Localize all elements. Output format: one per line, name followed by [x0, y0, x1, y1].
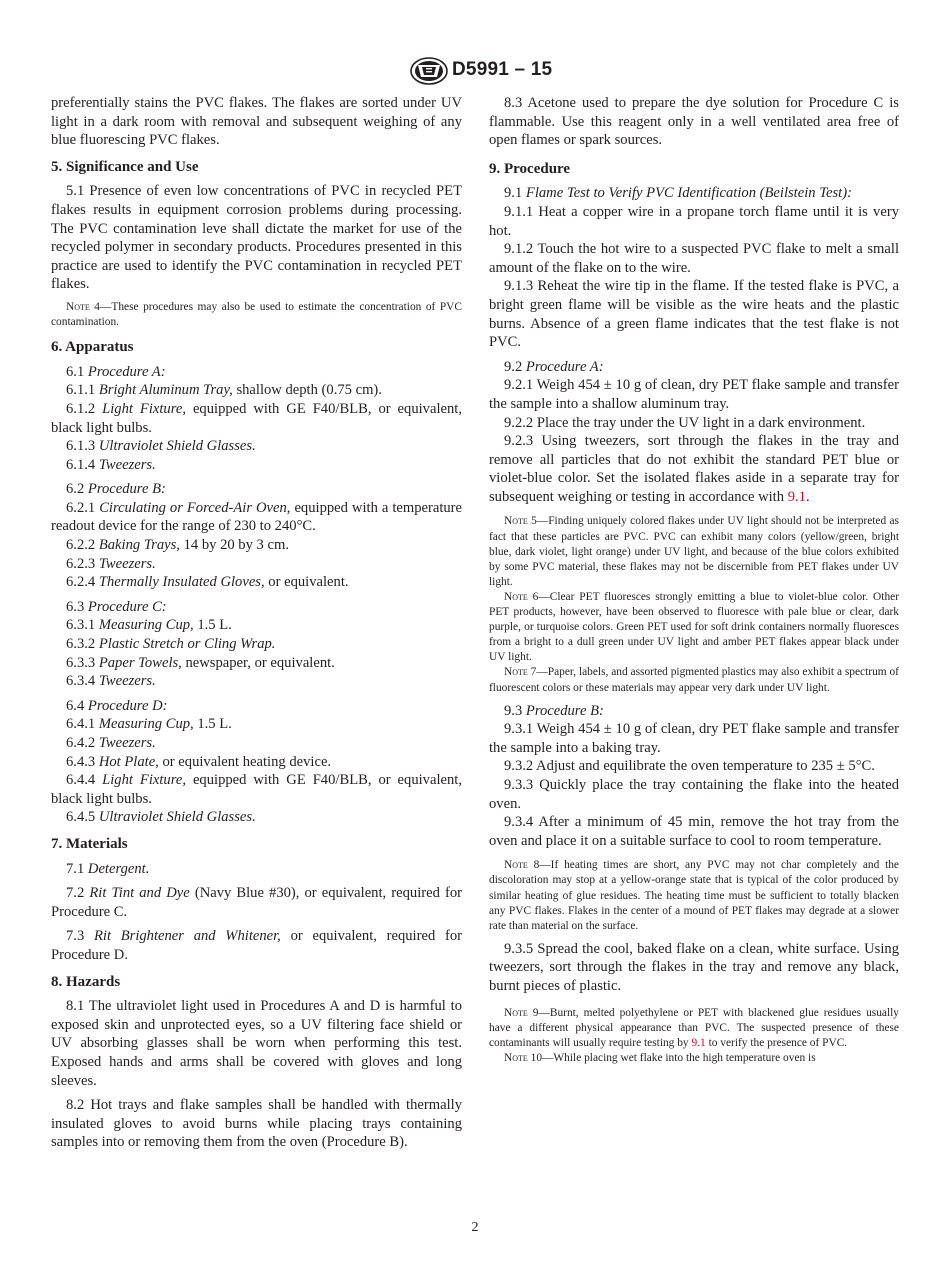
- right-column: [489, 94, 899, 1066]
- paragraph-9-1-3: 9.1.3 Reheat the wire tip in the flame. If the tested flake is PVC, a bright green flame will be visible as the wire heats and the plastic burns. Absence of a green flame indicates that the test flake is not PVC.: [489, 278, 899, 351]
- paragraph-6-4-1: 6.4.1 Measuring Cup, 1.5 L.: [66, 716, 232, 733]
- paragraph-8-1: 8.1 The ultraviolet light used in Procedures A and D is harmful to exposed skin and unprotected eyes, so a UV filtering face shield or UV absorbing glasses shall be worn when performing this test. Exposed hands and arms shall be covered with gloves and long sleeves.: [51, 998, 462, 1089]
- paragraph-6-2: 6.2 Procedure B:: [66, 481, 166, 498]
- paragraph-continuation: preferentially stains the PVC flakes. The flakes are sorted under UV light in a dark room with removal and subsequent weighing of any blue fluorescing PVC flakes.: [51, 95, 462, 149]
- paragraph-9-1-1: 9.1.1 Heat a copper wire in a propane torch flame until it is very hot.: [489, 203, 899, 239]
- note-6: Note 6—Clear PET fluoresces strongly emitting a blue to violet-blue color. Other PET products, however, have been observed to fluoresce with pale blue or clear, dark purple, or turquoise colors. Green PET used for soft drink containers normally fluoresces from a bright to a dull green under UV light and amber PET flakes appear black under UV light.: [489, 590, 899, 664]
- left-column: [51, 94, 462, 1152]
- paragraph-7-2: 7.2 Rit Tint and Dye (Navy Blue #30), or equivalent, required for Procedure C.: [51, 885, 462, 920]
- paragraph-5-1: 5.1 Presence of even low concentrations of PVC in recycled PET flakes results in equipment corrosion problems during processing. The PVC contamination leve shall dictate the market for use of the recycled polymer in secondary products. Procedures presented in this practice are used to identify the PVC contamination in recycled PET flakes.: [51, 183, 462, 293]
- paragraph-6-1: 6.1 Procedure A:: [66, 363, 166, 380]
- paragraph-6-2-1: 6.2.1 Circulating or Forced-Air Oven, equipped with a temperature readout device for the range of 230 to 240°C.: [51, 499, 463, 535]
- section-9-1-link[interactable]: 9.1: [787, 488, 806, 505]
- paragraph-9-3-4: 9.3.4 After a minimum of 45 min, remove the hot tray from the oven and place it on a suitable surface to cool to room temperature.: [489, 814, 899, 849]
- section-7-heading: 7. Materials: [51, 835, 128, 852]
- section-8-heading: 8. Hazards: [51, 973, 121, 990]
- paragraph-6-1-2: 6.1.2 Light Fixture, equipped with GE F40/BLB, or equivalent, black light bulbs.: [51, 400, 462, 436]
- paragraph-9-3-2: 9.3.2 Adjust and equilibrate the oven temperature to 235 ± 5°C.: [504, 758, 875, 775]
- paragraph-6-1-4: 6.1.4 Tweezers.: [66, 456, 156, 473]
- paragraph-6-2-4: 6.2.4 Thermally Insulated Gloves, or equivalent.: [66, 574, 349, 591]
- paragraph-6-1-3: 6.1.3 Ultraviolet Shield Glasses.: [66, 438, 256, 455]
- paragraph-6-3: 6.3 Procedure C:: [66, 598, 167, 615]
- paragraph-6-4-5: 6.4.5 Ultraviolet Shield Glasses.: [66, 809, 256, 826]
- paragraph-9-3-3: 9.3.3 Quickly place the tray containing the flake into the heated oven.: [489, 776, 899, 812]
- section-9-heading: 9. Procedure: [489, 160, 571, 177]
- paragraph-9-3: 9.3 Procedure B:: [504, 702, 604, 719]
- paragraph-6-4-4: 6.4.4 Light Fixture, equipped with GE F40/BLB, or equivalent, black light bulbs.: [51, 772, 462, 807]
- paragraph-7-3: 7.3 Rit Brightener and Whitener, or equivalent, required for Procedure D.: [51, 928, 462, 963]
- paragraph-8-3: 8.3 Acetone used to prepare the dye solution for Procedure C is flammable. Use this reagent only in a well ventilated area free of open flames or spark sources.: [489, 95, 899, 149]
- note-5: Note 5—Finding uniquely colored flakes under UV light should not be interpreted as fact that these particles are PVC. PVC can exhibit many colors (yellow/green, bright blue, dark violet, light orange) under UV light, and because of the blue colors exhibited by some PVC material, these flakes may not be discernible from PET flakes under UV light.: [489, 515, 899, 588]
- paragraph-9-1: 9.1 Flame Test to Verify PVC Identification (Beilstein Test):: [504, 185, 852, 202]
- paragraph-6-4-3: 6.4.3 Hot Plate, or equivalent heating device.: [66, 753, 332, 770]
- paragraph-9-3-5: 9.3.5 Spread the cool, baked flake on a clean, white surface. Using tweezers, sort through the flakes in the tray and remove any black, burnt pieces of plastic.: [489, 940, 899, 994]
- section-6-heading: 6. Apparatus: [51, 339, 134, 356]
- note-9-section-link[interactable]: 9.1: [691, 1036, 706, 1049]
- note-9: Note 9—Burnt, melted polyethylene or PET with blackened glue residues usually have a different physical appearance than PVC. The suspected presence of these contaminants will usually require testing by 9.1 to verify the presence of PVC.: [489, 1006, 899, 1049]
- section-5-heading: 5. Significance and Use: [51, 158, 199, 175]
- paragraph-7-1: 7.1 Detergent.: [66, 860, 150, 877]
- paragraph-6-4: 6.4 Procedure D:: [66, 697, 168, 714]
- paragraph-6-3-2: 6.3.2 Plastic Stretch or Cling Wrap.: [66, 636, 276, 653]
- paragraph-9-3-1: 9.3.1 Weigh 454 ± 10 g of clean, dry PET flake sample and transfer the sample into a baking tray.: [489, 721, 899, 756]
- astm-logo-icon: [409, 56, 449, 86]
- note-4: Note 4—These procedures may also be used to estimate the concentration of PVC contamination.: [51, 300, 462, 329]
- document-designation: D5991 – 15: [452, 59, 553, 80]
- paragraph-6-3-1: 6.3.1 Measuring Cup, 1.5 L.: [66, 617, 232, 634]
- paragraph-9-2-2: 9.2.2 Place the tray under the UV light in a dark environment.: [504, 414, 866, 431]
- paragraph-6-1-1: 6.1.1 Bright Aluminum Tray, shallow depth (0.75 cm).: [66, 382, 382, 399]
- paragraph-9-2-3: 9.2.3 Using tweezers, sort through the flakes in the tray and remove all particles that do not exhibit the standard PET blue or violet-blue color. Set the isolated flakes aside in a separate tray for subsequent weighing or testing in accordance with 9.1.: [489, 433, 899, 505]
- paragraph-6-4-2: 6.4.2 Tweezers.: [66, 735, 156, 751]
- paragraph-9-1-2: 9.1.2 Touch the hot wire to a suspected PVC flake to melt a small amount of the flake on to the wire.: [489, 241, 899, 276]
- note-7: Note 7—Paper, labels, and assorted pigmented plastics may also exhibit a spectrum of fluorescent colors or these materials may appear very dark under UV light.: [489, 666, 899, 694]
- page-header: [0, 56, 950, 88]
- paragraph-6-2-2: 6.2.2 Baking Trays, 14 by 20 by 3 cm.: [66, 537, 289, 554]
- paragraph-8-2: 8.2 Hot trays and flake samples shall be handled with thermally insulated gloves to avoid burns while placing trays containing samples into or removing them from the oven (Procedure B).: [51, 1097, 462, 1151]
- paragraph-6-3-3: 6.3.3 Paper Towels, newspaper, or equivalent.: [66, 654, 335, 671]
- note-8: Note 8—If heating times are short, any PVC may not char completely and the discoloration may stop at a yellow-orange state that is typical of the color produced by similar heating of glue residues. The heating time must be sufficient to totally blacken any PVC flakes. Flakes in the center of a mound of PET flakes may degrade at a slower rate than material on the surface.: [489, 859, 899, 932]
- paragraph-6-2-3: 6.2.3 Tweezers.: [66, 555, 156, 572]
- paragraph-9-2: 9.2 Procedure A:: [504, 358, 604, 375]
- paragraph-6-3-4: 6.3.4 Tweezers.: [66, 673, 156, 690]
- page-number: 2: [471, 1220, 479, 1235]
- note-10: Note 10—While placing wet flake into the high temperature oven is: [504, 1051, 816, 1064]
- paragraph-9-2-1: 9.2.1 Weigh 454 ± 10 g of clean, dry PET flake sample and transfer the sample into a shallow aluminum tray.: [489, 377, 899, 412]
